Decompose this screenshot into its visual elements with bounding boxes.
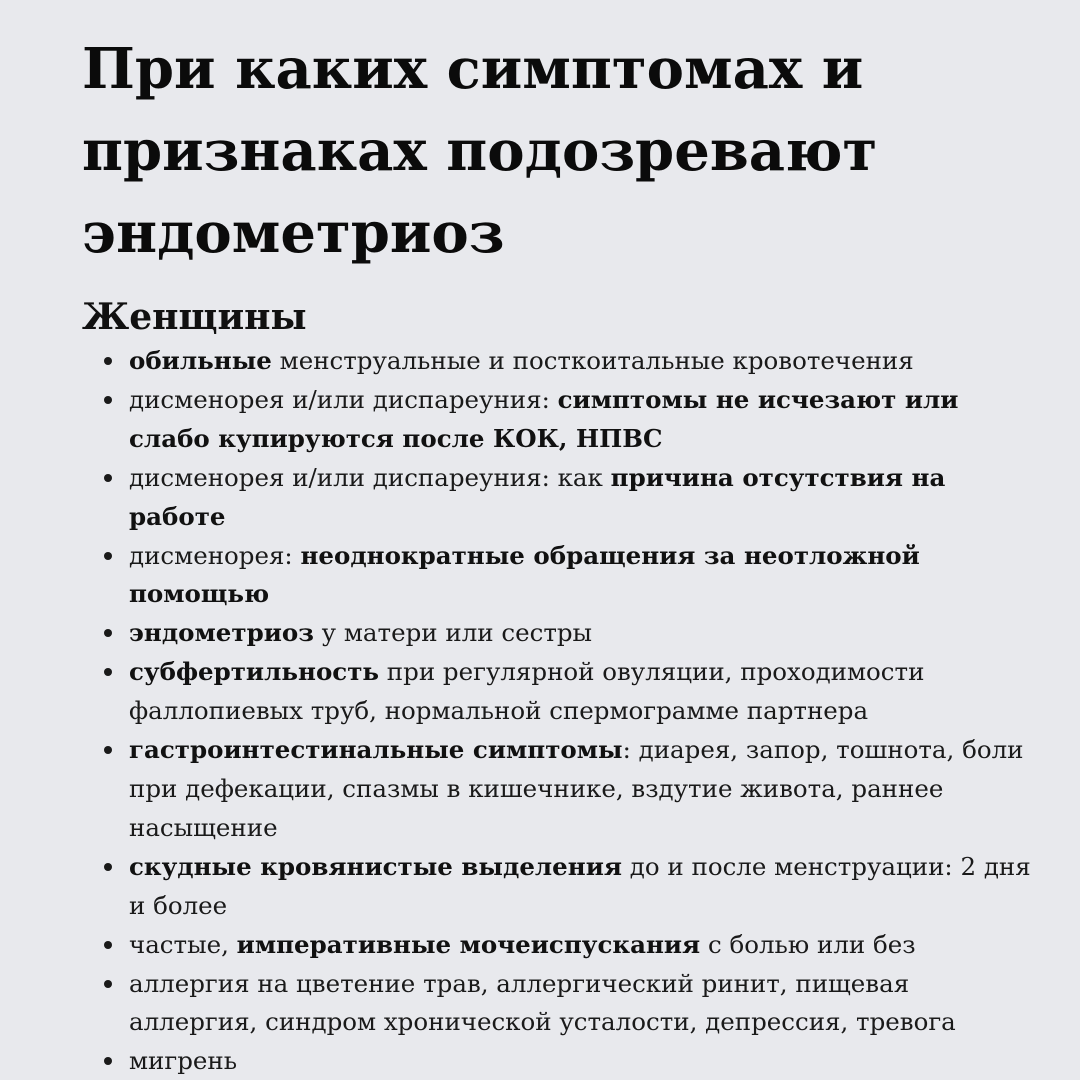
list-item <box>129 537 1080 615</box>
bold-text: гастроинтестинальные симптомы <box>129 735 623 765</box>
item-text: дисменорея и/или диспареуния: <box>129 384 558 414</box>
item-text: дисменорея и/или диспареуния: как <box>129 462 611 492</box>
item-text: до и после менструации: 2 дня <box>621 851 1031 881</box>
item-text: с болью или без <box>700 929 916 959</box>
section-heading: Женщины <box>82 296 307 338</box>
bold-text: помощью <box>129 579 270 609</box>
list-item <box>129 926 1080 965</box>
item-line <box>129 342 1080 381</box>
item-line <box>129 926 1080 965</box>
list-item <box>129 342 1080 381</box>
item-line <box>129 614 1080 653</box>
list-item <box>129 459 1080 537</box>
item-line <box>129 653 1080 692</box>
list-item <box>129 381 1080 459</box>
item-line: аллергия на цветение трав, аллергический ринит, пищевая <box>129 968 910 998</box>
item-text: дисменорея: <box>129 540 301 570</box>
bold-text: субфертильность <box>129 657 380 687</box>
bold-text: эндометриоз <box>129 618 314 648</box>
item-text: у матери или сестры <box>313 618 593 648</box>
symptom-list <box>82 342 1080 1080</box>
bold-text: причина отсутствия на <box>610 462 946 492</box>
bold-text: работе <box>129 501 226 531</box>
item-line <box>129 575 1080 614</box>
bold-text: обильные <box>129 346 272 375</box>
bold-text: симптомы не исчезают или <box>557 384 959 414</box>
item-text: при регулярной овуляции, проходимости <box>379 657 925 687</box>
item-line <box>129 848 1080 887</box>
bold-text: неоднократные обращения за неотложной <box>300 540 920 570</box>
title-line: признаках подозревают <box>82 118 878 184</box>
item-text: : диарея, запор, тошнота, боли <box>622 735 1024 765</box>
list-item <box>129 965 1080 1043</box>
document-page <box>82 28 1080 1080</box>
bold-text: слабо купируются после КОК, НПВС <box>129 423 663 453</box>
item-line: и более <box>129 890 228 920</box>
list-item <box>129 614 1080 653</box>
list-item <box>129 653 1080 731</box>
list-item <box>129 848 1080 926</box>
item-text: частые, <box>129 929 237 959</box>
bold-text: императивные мочеиспускания <box>236 929 701 959</box>
item-line: при дефекации, спазмы в кишечнике, вздутие живота, раннее <box>129 773 944 803</box>
item-line <box>129 459 1080 498</box>
list-item <box>129 1042 1080 1080</box>
item-line: насыщение <box>129 812 278 842</box>
item-line: мигрень <box>129 1046 238 1076</box>
item-text: менструальные и посткоитальные кровотечения <box>271 346 914 375</box>
list-item <box>129 731 1080 848</box>
item-line <box>129 420 1080 459</box>
item-line <box>129 731 1080 770</box>
page-title <box>82 28 1080 274</box>
title-line: эндометриоз <box>82 200 505 266</box>
item-line <box>129 537 1080 576</box>
item-line: фаллопиевых труб, нормальной спермограмме партнера <box>129 696 869 726</box>
item-line <box>129 381 1080 420</box>
title-line: При каких симптомах и <box>82 36 864 102</box>
item-line: аллергия, синдром хронической усталости, депрессия, тревога <box>129 1007 956 1037</box>
item-line <box>129 498 1080 537</box>
bold-text: скудные кровянистые выделения <box>129 851 622 881</box>
